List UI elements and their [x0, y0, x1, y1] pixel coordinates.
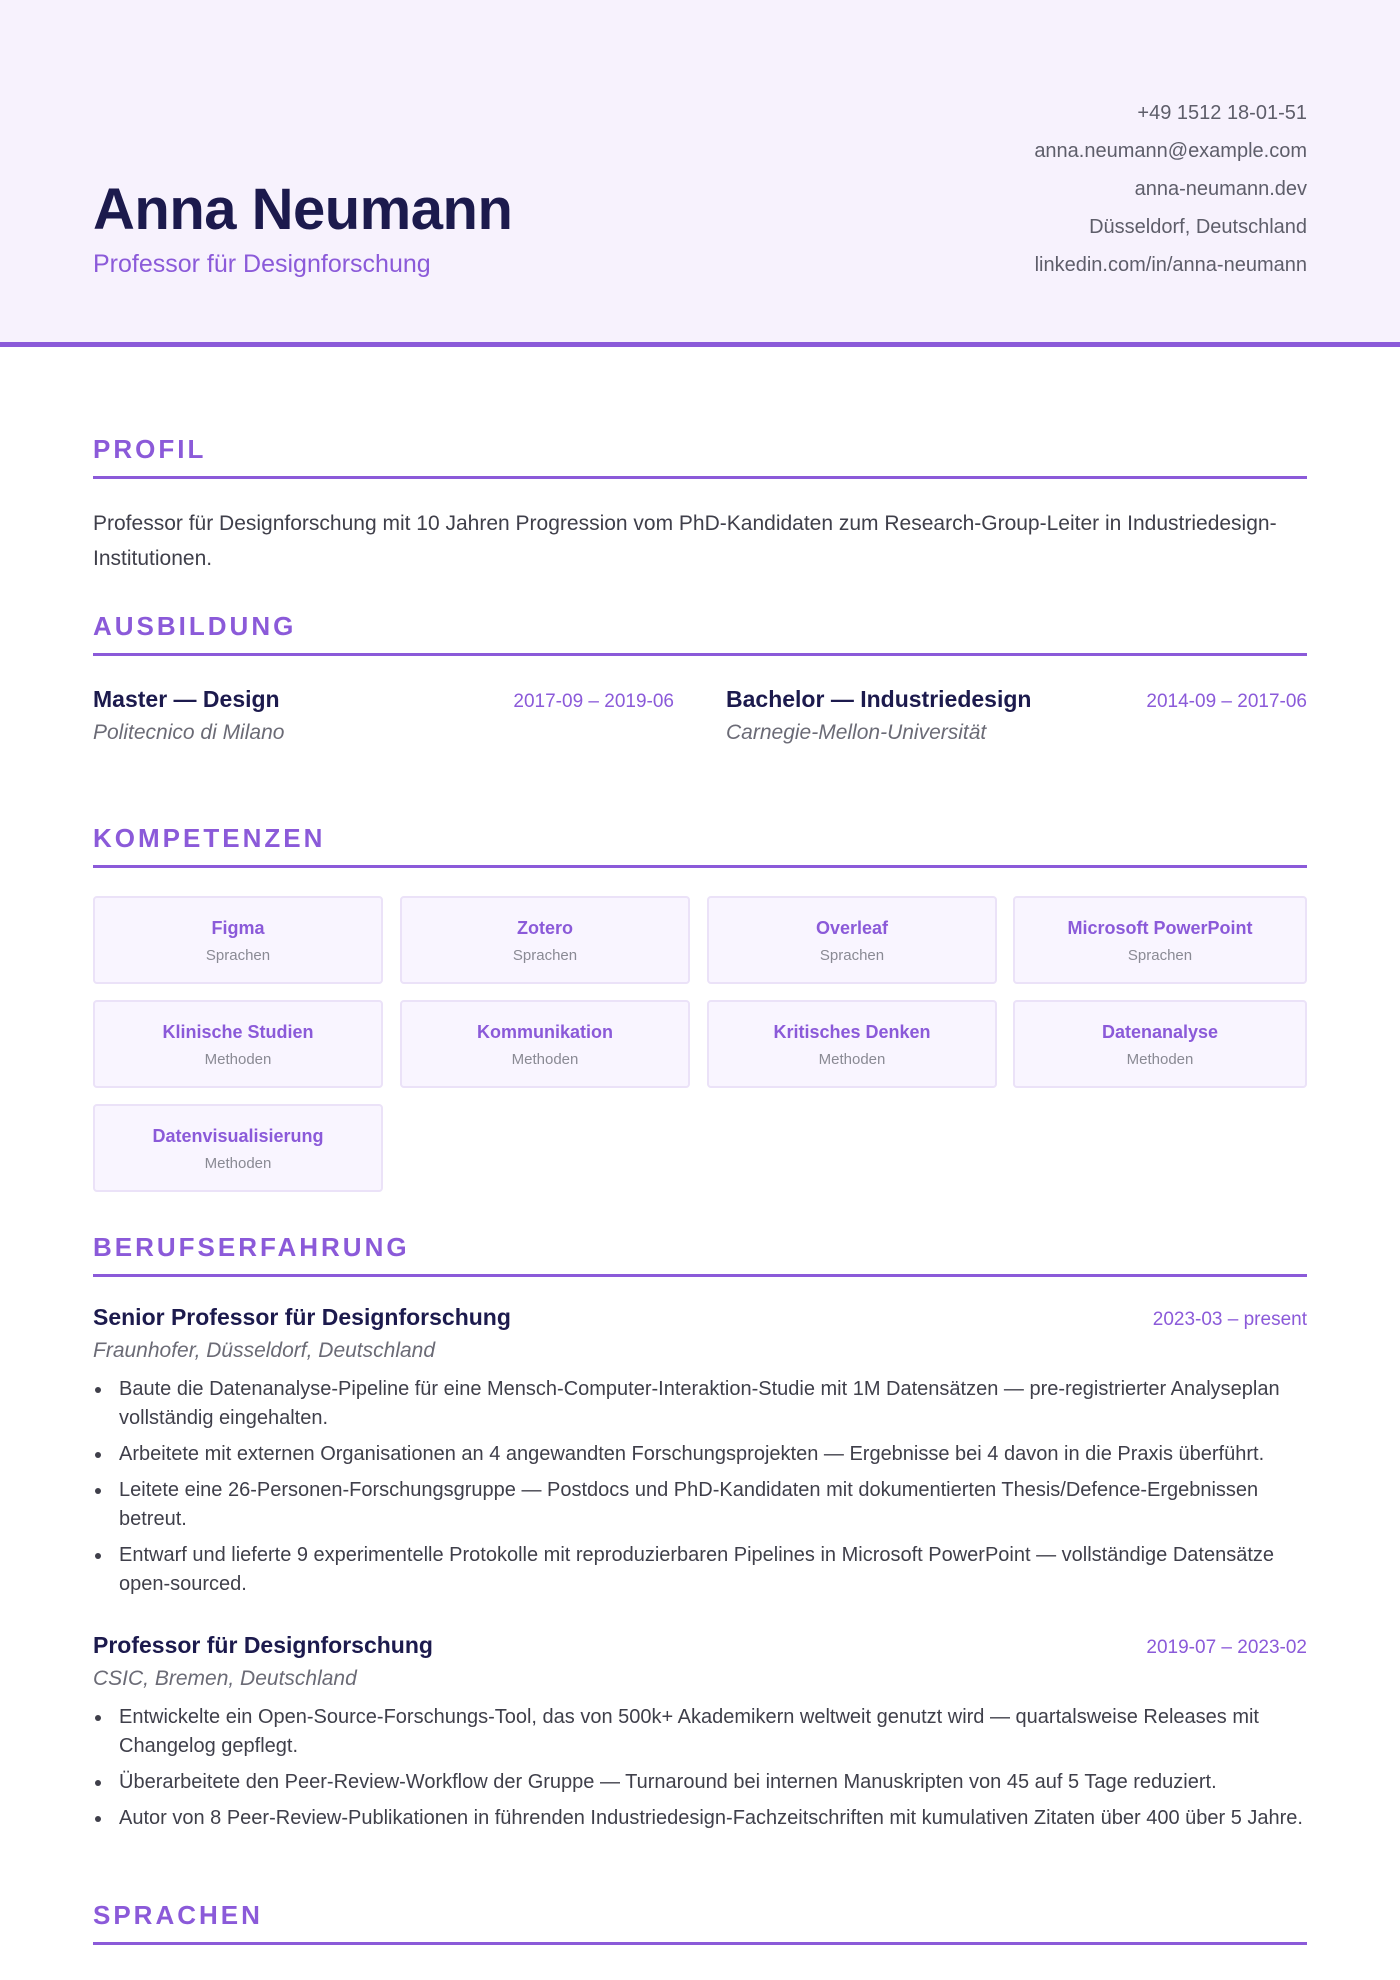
education-degree: Master — Design [93, 686, 280, 712]
contact-email[interactable]: anna.neumann@example.com [1034, 140, 1307, 162]
section-title-profile: PROFIL [93, 432, 1307, 479]
contact-block [1034, 96, 1307, 286]
candidate-title: Professor für Designforschung [93, 250, 431, 278]
skill-name: Klinische Studien [162, 1022, 314, 1042]
contact-linkedin[interactable]: linkedin.com/in/anna-neumann [1034, 254, 1307, 276]
contact-location: Düsseldorf, Deutschland [1089, 216, 1307, 238]
education-dates: 2017-09 – 2019-06 [513, 691, 674, 712]
job-bullet: Entwickelte ein Open-Source-Forschungs-Tool, das von 500k+ Akademikern weltweit genutzt wird — quartalsweise Releases mit Changelog gepflegt. [93, 1703, 1307, 1761]
skill-category: Methoden [204, 1051, 272, 1068]
skill-card [707, 896, 997, 984]
job-bullets [93, 1703, 1307, 1833]
skill-category: Methoden [204, 1155, 272, 1172]
contact-phone[interactable]: +49 1512 18-01-51 [1137, 102, 1307, 124]
job-dates: 2019-07 – 2023-02 [1146, 1637, 1307, 1658]
education-item [93, 686, 674, 745]
candidate-name: Anna Neumann [93, 177, 513, 242]
section-title-skills: KOMPETENZEN [93, 821, 1307, 868]
skill-name: Datenvisualisierung [152, 1126, 324, 1146]
education-school: Politecnico di Milano [93, 721, 285, 744]
skill-category: Methoden [1126, 1051, 1194, 1068]
job-organization: Fraunhofer, Düsseldorf, Deutschland [93, 1339, 436, 1362]
skill-category: Methoden [511, 1051, 579, 1068]
skill-card [93, 896, 383, 984]
skill-card [707, 1000, 997, 1088]
skill-name: Overleaf [815, 918, 889, 938]
skill-name: Figma [211, 918, 265, 938]
education-school: Carnegie-Mellon-Universität [726, 721, 987, 744]
skill-category: Sprachen [1127, 947, 1193, 964]
skill-name: Zotero [517, 918, 573, 938]
resume-header [0, 0, 1400, 347]
section-title-experience: BERUFSERFAHRUNG [93, 1230, 1307, 1277]
job-title: Professor für Designforschung [93, 1632, 433, 1658]
skill-card [400, 896, 690, 984]
skill-name: Microsoft PowerPoint [1067, 918, 1253, 938]
experience-item [93, 1632, 1307, 1840]
job-bullet: Autor von 8 Peer-Review-Publikationen in führenden Industriedesign-Fachzeitschriften mit kumulativen Zitaten über 400 über 5 Jahre. [93, 1804, 1307, 1833]
skill-name: Kritisches Denken [773, 1022, 931, 1042]
skill-name: Kommunikation [476, 1022, 613, 1042]
skill-card [400, 1000, 690, 1088]
section-title-education: AUSBILDUNG [93, 609, 1307, 656]
job-organization: CSIC, Bremen, Deutschland [93, 1667, 357, 1690]
profile-summary: Professor für Designforschung mit 10 Jahren Progression vom PhD-Kandidaten zum Research-Group-Leiter in Industriedesign-Institutionen. [93, 512, 1277, 570]
skill-category: Sprachen [819, 947, 885, 964]
education-degree: Bachelor — Industriedesign [726, 686, 1032, 712]
skill-category: Sprachen [512, 947, 578, 964]
skill-card [1013, 896, 1307, 984]
job-bullet: Baute die Datenanalyse-Pipeline für eine Mensch-Computer-Interaktion-Studie mit 1M Datensätzen — pre-registrierter Analyseplan vollständig eingehalten. [93, 1375, 1307, 1433]
experience-item [93, 1304, 1307, 1606]
job-title: Senior Professor für Designforschung [93, 1304, 511, 1330]
education-item [726, 686, 1307, 745]
job-dates: 2023-03 – present [1152, 1309, 1307, 1330]
contact-website[interactable]: anna-neumann.dev [1134, 178, 1307, 200]
section-title-languages: SPRACHEN [93, 1898, 1307, 1945]
skill-category: Sprachen [205, 947, 271, 964]
skill-card [1013, 1000, 1307, 1088]
skill-name: Datenanalyse [1101, 1022, 1219, 1042]
skill-card [93, 1104, 383, 1192]
job-bullet: Leitete eine 26-Personen-Forschungsgruppe — Postdocs und PhD-Kandidaten mit dokumentierten Thesis/Defence-Ergebnissen betreut. [93, 1476, 1307, 1534]
skill-category: Methoden [818, 1051, 886, 1068]
skill-card [93, 1000, 383, 1088]
education-dates: 2014-09 – 2017-06 [1146, 691, 1307, 712]
job-bullet: Entwarf und lieferte 9 experimentelle Protokolle mit reproduzierbaren Pipelines in Microsoft PowerPoint — vollständige Datensätze open-sourced. [93, 1541, 1307, 1599]
job-bullet: Überarbeitete den Peer-Review-Workflow der Gruppe — Turnaround bei internen Manuskripten von 45 auf 5 Tage reduziert. [93, 1768, 1307, 1797]
job-bullet: Arbeitete mit externen Organisationen an 4 angewandten Forschungsprojekten — Ergebnisse bei 4 davon in die Praxis überführt. [93, 1440, 1307, 1469]
job-bullets [93, 1375, 1307, 1599]
